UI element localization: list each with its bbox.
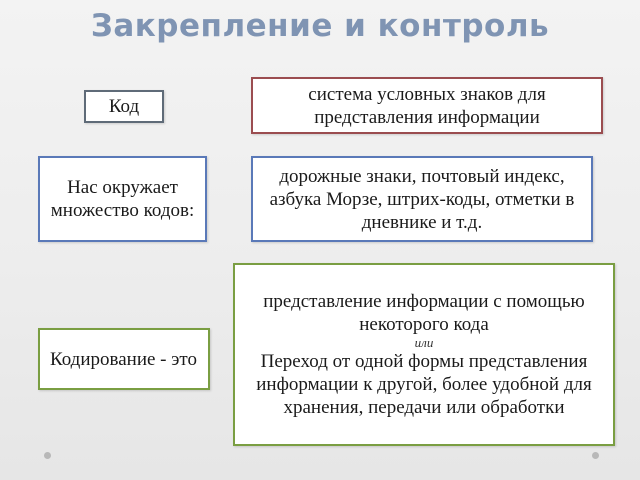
or-word: или [414,335,434,350]
encoding-definition-part1: представление информации с помощью некоторого кода [263,291,585,335]
slide-title: Закрепление и контроль [90,8,550,44]
code-term: Код [108,96,140,117]
code-term-box [84,90,164,123]
examples-term: Нас окружает множество кодов: [50,177,195,221]
examples-definition: дорожные знаки, почтовый индекс, азбука Морзе, штрих-коды, отметки в дневнике и т.д. [269,165,575,233]
encoding-term: Кодирование - это [50,348,197,370]
examples-term-box [38,156,207,242]
code-definition: система условных знаков для представления информации [308,83,546,128]
examples-definition-box [251,156,593,242]
encoding-definition-box [233,263,615,446]
code-definition-box [251,77,603,134]
prev-slide-dot[interactable] [44,452,51,459]
next-slide-dot[interactable] [592,452,599,459]
encoding-term-box [38,328,210,390]
encoding-definition-part2: Переход от одной формы представления информации к другой, более удобной для хранения, передачи или обработки [256,351,592,418]
